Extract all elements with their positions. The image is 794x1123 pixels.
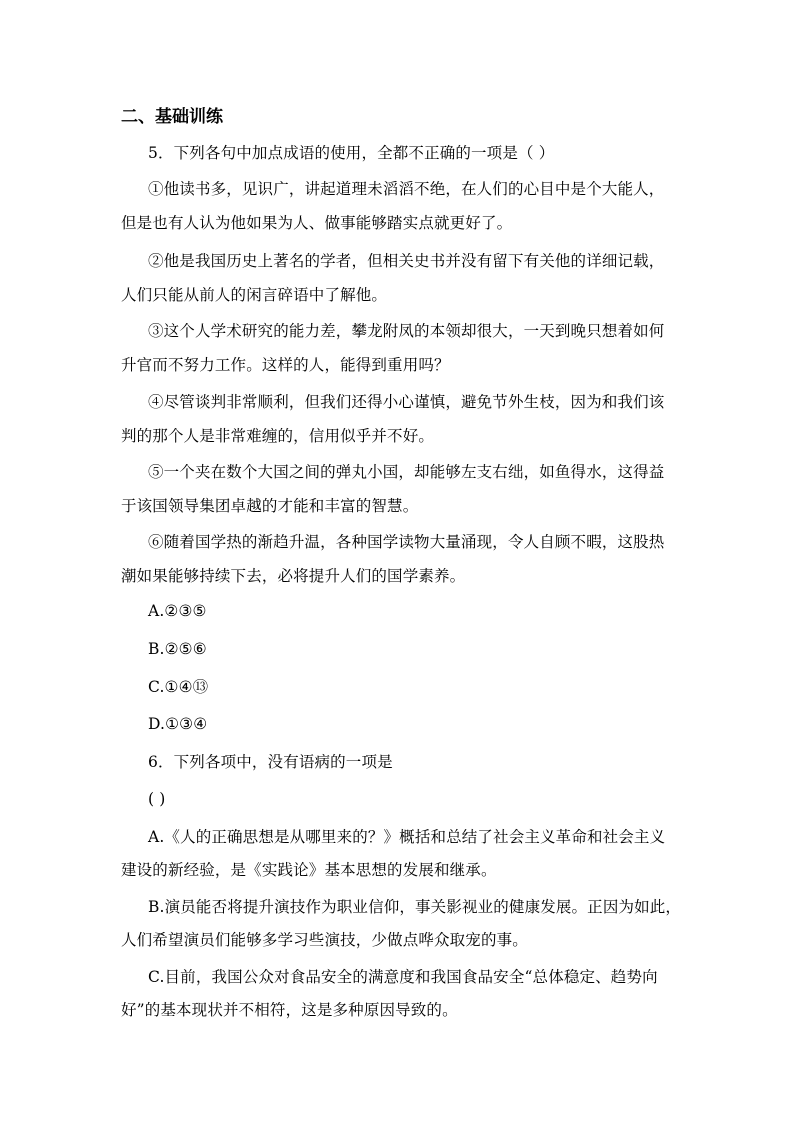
q5-sentence-3-line-1: ③这个人学术研究的能力差，攀龙附凤的本领却很大，一天到晚只想着如何	[148, 322, 665, 340]
q6-option-a-line-1: A.《人的正确思想是从哪里来的？》概括和总结了社会主义革命和社会主义	[148, 828, 666, 846]
q5-sentence-1-line-1: ①他读书多，见识广，讲起道理未滔滔不绝，在人们的心目中是个大能人，	[148, 180, 665, 198]
q6-option-c-line-1: C.目前，我国公众对食品安全的满意度和我国食品安全“总体稳定、趋势向	[148, 968, 658, 986]
q5-stem: 5．下列各句中加点成语的使用，全都不正确的一项是（ ）	[148, 144, 555, 162]
q6-stem: 6．下列各项中，没有语病的一项是	[148, 753, 393, 771]
q5-option-a: A.②③⑤	[148, 602, 207, 620]
q5-sentence-2-line-1: ②他是我国历史上著名的学者，但相关史书并没有留下有关他的详细记载，	[148, 252, 665, 270]
q5-option-b: B.②⑤⑥	[148, 640, 207, 658]
q5-option-d: D.①③④	[148, 715, 208, 733]
q5-sentence-1-line-2: 但是也有人认为他如果为人、做事能够踏实点就更好了。	[121, 214, 513, 232]
q6-option-a-line-2: 建设的新经验，是《实践论》基本思想的发展和继承。	[121, 861, 497, 879]
q6-option-b-line-2: 人们希望演员们能够多学习些演技，少做点哗众取宠的事。	[121, 931, 528, 949]
q6-answer-paren: ( )	[148, 790, 166, 808]
q6-option-c-line-2: 好”的基本现状并不相符，这是多种原因导致的。	[121, 1001, 458, 1019]
q5-sentence-5-line-1: ⑤一个夹在数个大国之间的弹丸小国，却能够左支右绌，如鱼得水，这得益	[148, 463, 665, 481]
q5-sentence-5-line-2: 于该国领导集团卓越的才能和丰富的智慧。	[121, 497, 419, 515]
q5-sentence-4-line-2: 判的那个人是非常难缠的，信用似乎并不好。	[121, 427, 435, 445]
q5-sentence-3-line-2: 升官而不努力工作。这样的人，能得到重用吗？	[121, 356, 450, 374]
q5-sentence-6-line-2: 潮如果能够持续下去，必将提升人们的国学素养。	[121, 567, 466, 585]
q6-option-b-line-1: B.演员能否将提升演技作为职业信仰，事关影视业的健康发展。正因为如此，	[148, 898, 682, 916]
q5-sentence-6-line-1: ⑥随着国学热的渐趋升温，各种国学读物大量涌现，令人自顾不暇，这股热	[148, 533, 665, 551]
q5-option-c: C.①④⑬	[148, 678, 209, 696]
q5-sentence-4-line-1: ④尽管谈判非常顺利，但我们还得小心谨慎，避免节外生枝，因为和我们该	[148, 393, 665, 411]
q5-sentence-2-line-2: 人们只能从前人的闲言碎语中了解他。	[121, 286, 388, 304]
section-heading: 二、基础训练	[121, 107, 223, 127]
